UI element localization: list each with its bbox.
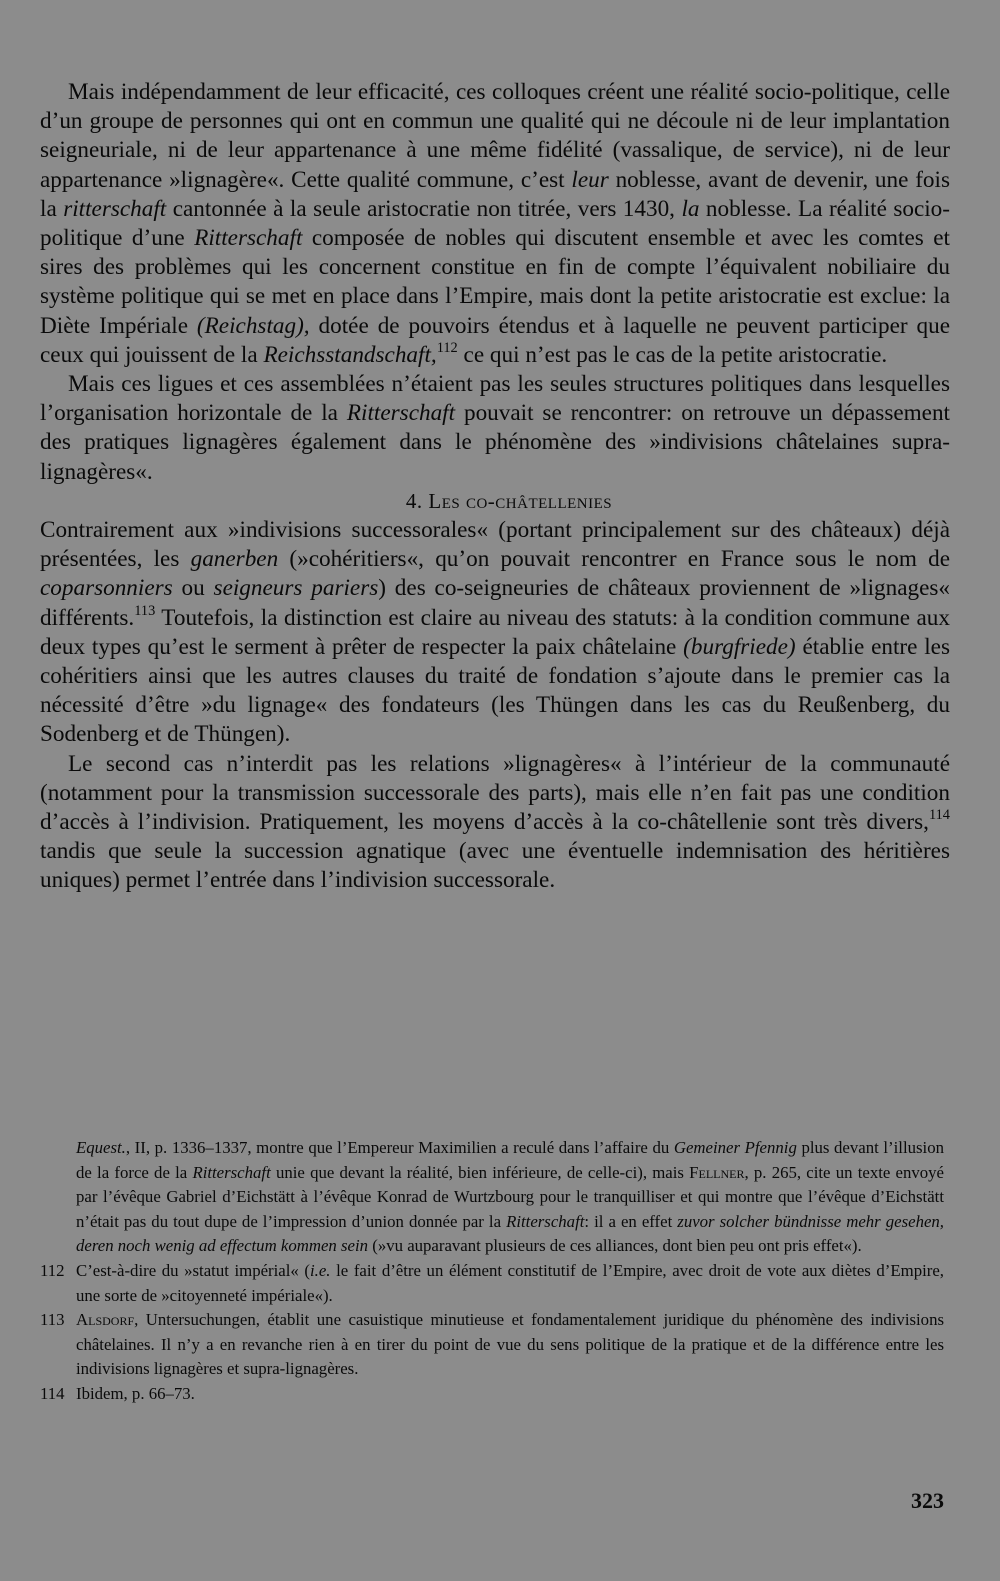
footnote-113: 113 Alsdorf, Untersuchungen, établit une casuistique minutieuse et fondamentalement juridique du phénomène des indivisions châtelaines. Il n’y a en revanche rien à en tirer du point de vue du sens politique de la pratique et de la différence entre les indivisions lignagères et supra-lignagères. xyxy=(40,1310,944,1379)
footnote-number: 112 xyxy=(40,1260,65,1280)
page-number: 323 xyxy=(911,1488,944,1513)
footnotes xyxy=(40,1136,944,1407)
paragraph-2: Mais ces ligues et ces assemblées n’étaient pas les seules structures politiques dans lesquelles l’organisation horizontale de la Ritterschaft pouvait se rencontrer: on retrouve un dépassement des pratiques lignagères également dans le phénomène des »indivisions châtelaines supra-lignagères«. xyxy=(40,371,951,485)
footnote-112: 112 C’est-à-dire du »statut impérial« (i.e. le fait d’être un élément constitutif de l’Empire, avec droit de vote aux diètes d’Empire, une sorte de »citoyenneté impériale«). xyxy=(40,1260,944,1305)
paragraph-1: Mais indépendamment de leur efficacité, ces colloques créent une réalité socio-politique, celle d’un groupe de personnes qui ont en commun une qualité qui ne découle ni de leur implantation seigneuriale, ni de leur appartenance à une même fidélité (vassalique, de service), ni de leur appartenance »lignagère«. Cette qualité commune, c’est leur noblesse, avant de devenir, une fois la ritterschaft cantonnée à la seule aristocratie non titrée, vers 1430, la noblesse. La réalité socio-politique d’une Ritterschaft composée de nobles qui discutent ensemble et avec les comtes et sires des problèmes qui les concernent constitue en fin de compte l’équivalent nobiliaire du système politique qui se met en place dans l’Empire, mais dont la petite aristocratie est exclue: la Diète Impériale (Reichstag), dotée de pouvoirs étendus et à laquelle ne peuvent participer que ceux qui jouissent de la Reichsstandschaft,$^{112}$ ce qui n’est pas le cas de la petite aristocratie. xyxy=(40,79,950,368)
paragraph-3: Contrairement aux »indivisions successorales« (portant principalement sur des châteaux) déjà présentées, les ganerben (»cohéritiers«, qu’on pouvait rencontrer en France sous le nom de coparsonniers ou seigneurs pariers) des co-seigneuries de châteaux proviennent de »lignages« différents.$^{113}$ Toutefois, la distinction est claire au niveau des statuts: à la condition commune aux deux types qu’est le serment à prêter de respecter la paix châtelaine (burgfriede) établie entre les cohéritiers ainsi que les autres clauses du traité de fondation s’ajoute dans le premier cas la nécessité d’être »du lignage« des fondateurs (les Thüngen dans les cas du Reußenberg, du Sodenberg et de Thüngen). xyxy=(40,517,951,748)
footnote-continuation: Equest., II, p. 1336–1337, montre que l’Empereur Maximilien a reculé dans l’affaire du Gemeiner Pfennig plus devant l’illusion de la force de la Ritterschaft unie que devant la réalité, bien inférieure, de celle-ci), mais Fellner, p. 265, cite un texte envoyé par l’évêque Gabriel d’Eichstätt à l’évêque Konrad de Wurtzbourg pour le tranquilliser et qui montre que l’évêque d’Eichstätt n’était pas du tout dupe de l’impression d’union donnée par la Ritterschaft: il a en effet zuvor solcher bündnisse mehr gesehen, deren noch wenig ad effectum kommen sein (»vu auparavant plusieurs de ces alliances, dont bien peu ont pris effet«). xyxy=(76,1138,945,1256)
paragraph-4: Le second cas n’interdit pas les relations »lignagères« à l’intérieur de la communauté (notamment pour la transmission successorale des parts), mais elle n’en fait pas une condition d’accès à l’indivision. Pratiquement, les moyens d’accès à la co-châtellenie sont très divers,$^{114}$ tandis que seule la succession agnatique (avec une éventuelle indemnisation des héritières uniques) permet l’entrée dans l’indivision successorale. xyxy=(40,750,950,894)
footnote-ref-114: 114 xyxy=(928,807,950,824)
main-text xyxy=(40,78,950,896)
footnote-number: 114 xyxy=(40,1383,65,1403)
section-heading: 4. Les co-châtellenies xyxy=(405,488,613,513)
footnote-ref-113: 113 xyxy=(134,602,156,619)
footnote-ref-112: 112 xyxy=(436,339,458,356)
footnote-114: 114 Ibidem, p. 66–73. xyxy=(40,1382,944,1407)
footnote-number: 113 xyxy=(40,1310,65,1330)
